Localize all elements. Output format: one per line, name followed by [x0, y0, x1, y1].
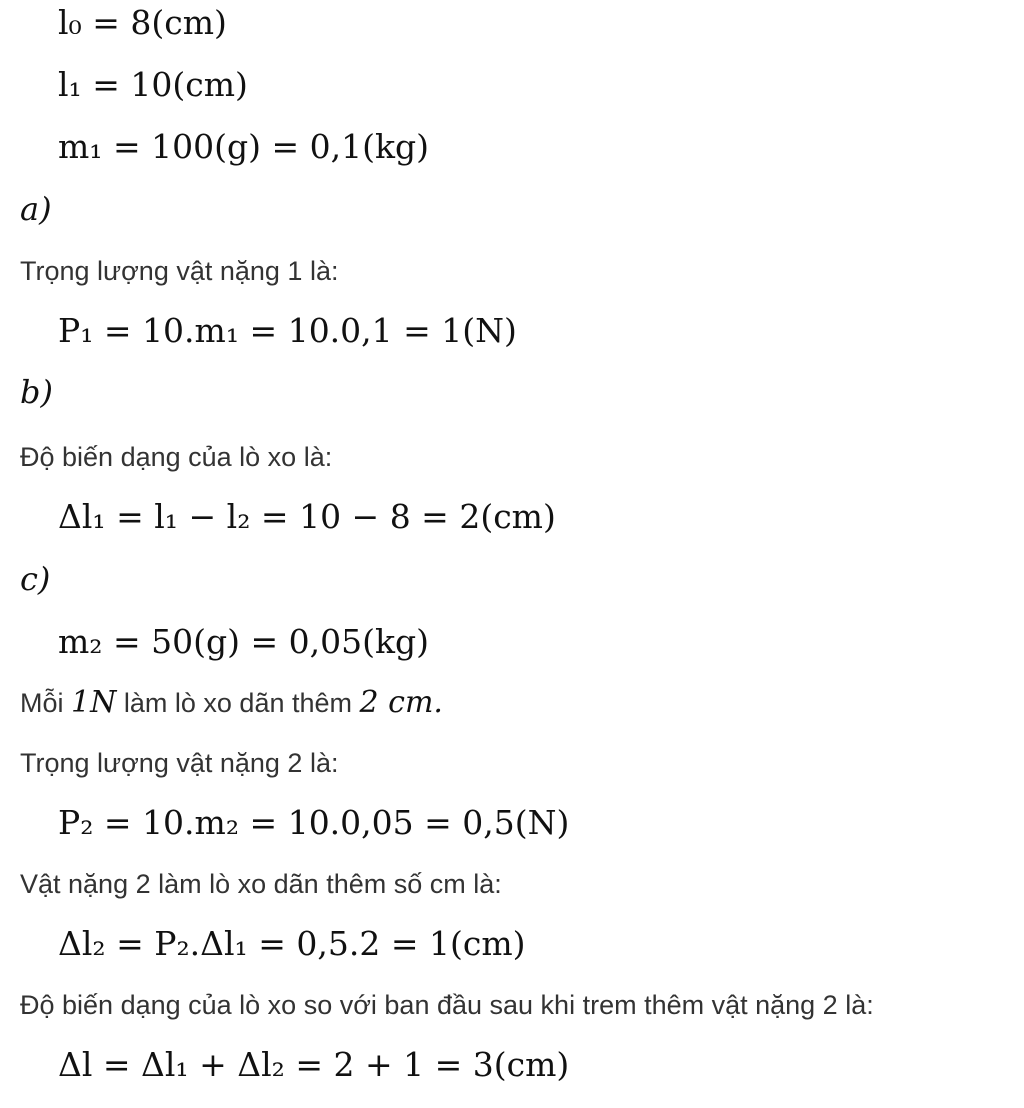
part-b-formula: Δl₁ = l₁ − l₂ = 10 − 8 = 2(cm): [58, 497, 556, 536]
given-l1-formula: l₁ = 10(cm): [58, 65, 248, 104]
given-m1-formula: m₁ = 100(g) = 0,1(kg): [58, 127, 429, 166]
part-c-weight-text: Trọng lượng vật nặng 2 là:: [20, 748, 339, 778]
part-c-stretch-formula: Δl₂ = P₂.Δl₁ = 0,5.2 = 1(cm): [58, 924, 526, 963]
part-c-m2-formula: m₂ = 50(g) = 0,05(kg): [58, 622, 429, 661]
rule-force: 1N: [71, 685, 117, 720]
part-c-rule-text: [20, 685, 443, 720]
part-b-label: b): [20, 373, 53, 411]
part-a-text: Trọng lượng vật nặng 1 là:: [20, 256, 339, 286]
given-l0-formula: l₀ = 8(cm): [58, 3, 227, 42]
part-c-label: c): [20, 560, 51, 598]
part-c-weight-formula: P₂ = 10.m₂ = 10.0,05 = 0,5(N): [58, 803, 570, 842]
rule-middle: làm lò xo dãn thêm: [123, 688, 353, 718]
part-b-text: Độ biến dạng của lò xo là:: [20, 442, 333, 472]
part-a-formula: P₁ = 10.m₁ = 10.0,1 = 1(N): [58, 311, 517, 350]
part-c-total-formula: Δl = Δl₁ + Δl₂ = 2 + 1 = 3(cm): [58, 1045, 570, 1084]
rule-prefix: Mỗi: [20, 688, 64, 718]
rule-length: 2 cm.: [359, 685, 443, 720]
part-a-label: a): [20, 190, 52, 228]
part-c-stretch-text: Vật nặng 2 làm lò xo dãn thêm số cm là:: [20, 869, 502, 899]
part-c-total-text: Độ biến dạng của lò xo so với ban đầu sau khi trem thêm vật nặng 2 là:: [20, 990, 874, 1020]
